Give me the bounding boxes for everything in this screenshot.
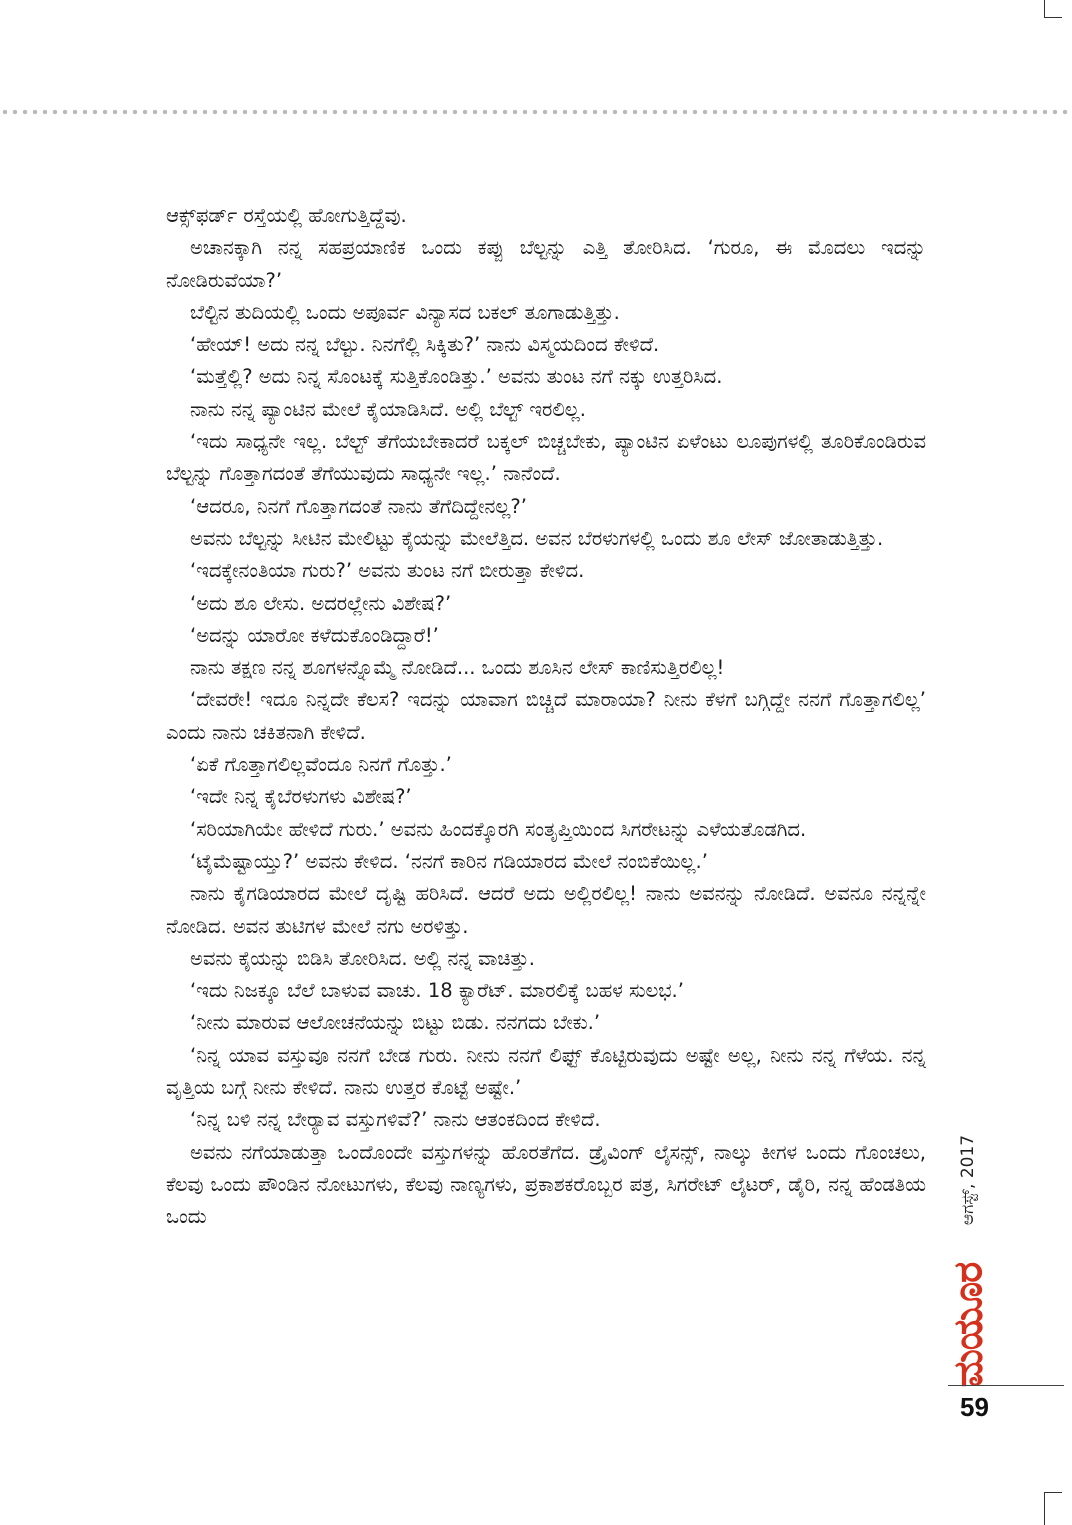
article-paragraph: ಅಚಾನಕ್ಕಾಗಿ ನನ್ನ ಸಹಪ್ರಯಾಣಿಕ ಒಂದು ಕಪ್ಪು ಬೆಲ್ಟನ್ನು ಎತ್ತಿ ತೋರಿಸಿದ. ‘ಗುರೂ, ಈ ಮೊದಲು ಇದನ್ನು ನೋಡಿರುವೆಯಾ?’: [166, 236, 926, 292]
article-paragraph: ಬೆಲ್ಟಿನ ತುದಿಯಲ್ಲಿ ಒಂದು ಅಪೂರ್ವ ವಿನ್ಯಾಸದ ಬಕಲ್ ತೂಗಾಡುತ್ತಿತ್ತು.: [190, 300, 620, 324]
article-paragraph: ‘ಅದನ್ನು ಯಾರೋ ಕಳೆದುಕೊಂಡಿದ್ದಾರೆ!’: [190, 623, 439, 647]
article-paragraph: ಅವನು ನಗೆಯಾಡುತ್ತಾ ಒಂದೊಂದೇ ವಸ್ತುಗಳನ್ನು ಹೊರತೆಗೆದ. ಡ್ರೈವಿಂಗ್ ಲೈಸನ್ಸ್, ನಾಲ್ಕು ಕೀಗಳ ಒಂದು ಗೊಂಚಲು, ಕೆಲವು ಒಂದು ಪೌಂಡಿನ ನೋಟುಗಳು, ಕೆಲವು ನಾಣ್ಯಗಳು, ಪ್ರಕಾಶಕರೊಬ್ಬರ ಪತ್ರ, ಸಿಗರೇಟ್ ಲೈಟರ್, ಡೈರಿ, ನನ್ನ ಹೆಂಡತಿಯ ಒಂದು: [166, 1140, 926, 1229]
magazine-logo-text: ಮಯೂರ: [945, 1262, 991, 1388]
page-sidebar: [945, 1105, 1028, 1388]
article-paragraph: ‘ಇದಕ್ಕೇನಂತಿಯಾ ಗುರು?’ ಅವನು ತುಂಟ ನಗೆ ಬೀರುತ್ತಾ ಕೇಳಿದ.: [190, 559, 585, 583]
article-paragraph: ‘ಆದರೂ, ನಿನಗೆ ಗೊತ್ತಾಗದಂತೆ ನಾನು ತೆಗೆದಿದ್ದೇನಲ್ಲ?’: [190, 494, 527, 518]
article-paragraph: ‘ಅದು ಶೂ ಲೇಸು. ಅದರಲ್ಲೇನು ವಿಶೇಷ?’: [190, 591, 452, 615]
issue-date-text: ಆಗಸ್ಟ್, 2017: [958, 1134, 978, 1226]
article-paragraph: ಅವನು ಬೆಲ್ಟನ್ನು ಸೀಟಿನ ಮೇಲಿಟ್ಟು ಕೈಯನ್ನು ಮೇಲೆತ್ತಿದ. ಅವನ ಬೆರಳುಗಳಲ್ಲಿ ಒಂದು ಶೂ ಲೇಸ್ ಜೋತಾಡುತ್ತಿತ್ತು.: [190, 526, 884, 550]
article-paragraph: ‘ದೇವರೇ! ಇದೂ ನಿನ್ನದೇ ಕೆಲಸ? ಇದನ್ನು ಯಾವಾಗ ಬಿಚ್ಚಿದೆ ಮಾರಾಯಾ? ನೀನು ಕೆಳಗೆ ಬಗ್ಗಿದ್ದೇ ನನಗೆ ಗೊತ್ತಾಗಲಿಲ್ಲ’ ಎಂದು ನಾನು ಚಕಿತನಾಗಿ ಕೇಳಿದೆ.: [166, 688, 926, 744]
article-paragraph: ನಾನು ತಕ್ಷಣ ನನ್ನ ಶೂಗಳನ್ನೊಮ್ಮೆ ನೋಡಿದೆ... ಒಂದು ಶೂಸಿನ ಲೇಸ್ ಕಾಣಿಸುತ್ತಿರಲಿಲ್ಲ!: [190, 656, 725, 680]
crop-mark-top: [1044, 0, 1062, 18]
article-paragraph: ‘ನೀನು ಮಾರುವ ಆಲೋಚನೆಯನ್ನು ಬಿಟ್ಟು ಬಿಡು. ನನಗದು ಬೇಕು.’: [190, 1011, 601, 1035]
article-paragraph: ‘ಹೇಯ್! ಅದು ನನ್ನ ಬೆಲ್ಟು. ನಿನಗೆಲ್ಲಿ ಸಿಕ್ಕಿತು?’ ನಾನು ವಿಸ್ಮಯದಿಂದ ಕೇಳಿದೆ.: [190, 333, 660, 357]
article-paragraph: ನಾನು ನನ್ನ ಪ್ಯಾಂಟಿನ ಮೇಲೆ ಕೈಯಾಡಿಸಿದೆ. ಅಲ್ಲಿ ಬೆಲ್ಟ್ ಇರಲಿಲ್ಲ.: [190, 397, 586, 421]
article-paragraph: ‘ಮತ್ತೆಲ್ಲಿ? ಅದು ನಿನ್ನ ಸೊಂಟಕ್ಕೆ ಸುತ್ತಿಕೊಂಡಿತ್ತು.’ ಅವನು ತುಂಟ ನಗೆ ನಕ್ಕು ಉತ್ತರಿಸಿದ.: [190, 365, 723, 389]
article-paragraph: ಆಕ್ಸ್‌ಫರ್ಡ್‌ ರಸ್ತೆಯಲ್ಲಿ ಹೋಗುತ್ತಿದ್ದೆವು.: [166, 204, 407, 227]
article-paragraph: ಅವನು ಕೈಯನ್ನು ಬಿಡಿಸಿ ತೋರಿಸಿದ. ಅಲ್ಲಿ ನನ್ನ ವಾಚಿತ್ತು.: [190, 946, 535, 970]
magazine-logo: [945, 1262, 991, 1388]
article-paragraph: ನಾನು ಕೈಗಡಿಯಾರದ ಮೇಲೆ ದೃಷ್ಟಿ ಹರಿಸಿದೆ. ಆದರೆ ಅದು ಅಲ್ಲಿರಲಿಲ್ಲ! ನಾನು ಅವನನ್ನು ನೋಡಿದೆ. ಅವನೂ ನನ್ನನ್ನೇ ನೋಡಿದ. ಅವನ ತುಟಿಗಳ ಮೇಲೆ ನಗು ಅರಳಿತ್ತು.: [166, 882, 926, 938]
article-paragraph: ‘ಇದು ಸಾಧ್ಯನೇ ಇಲ್ಲ. ಬೆಲ್ಟ್ ತೆಗೆಯಬೇಕಾದರೆ ಬಕ್ಕಲ್ ಬಿಚ್ಚಬೇಕು, ಪ್ಯಾಂಟಿನ ಏಳೆಂಟು ಲೂಪುಗಳಲ್ಲಿ ತೂರಿಕೊಂಡಿರುವ ಬೆಲ್ಟನ್ನು ಗೊತ್ತಾಗದಂತೆ ತೆಗೆಯುವುದು ಸಾಧ್ಯನೇ ಇಲ್ಲ.’ ನಾನೆಂದೆ.: [166, 430, 926, 486]
article-paragraph: ‘ಇದು ನಿಜಕ್ಕೂ ಬೆಲೆ ಬಾಳುವ ವಾಚು. 18 ಕ್ಯಾರೆಟ್. ಮಾರಲಿಕ್ಕೆ ಬಹಳ ಸುಲಭ.’: [190, 979, 684, 1003]
crop-mark-bottom: [1044, 1492, 1062, 1525]
page-number-rule: [948, 1385, 1064, 1386]
article-paragraph: ‘ಇದೇ ನಿನ್ನ ಕೈಬೆರಳುಗಳು ವಿಶೇಷ?’: [190, 785, 412, 809]
dotted-divider: [0, 109, 1072, 115]
article-paragraph: ‘ನಿನ್ನ ಯಾವ ವಸ್ತುವೂ ನನಗೆ ಬೇಡ ಗುರು. ನೀನು ನನಗೆ ಲಿಫ್ಟ್ ಕೊಟ್ಟಿರುವುದು ಅಷ್ಟೇ ಅಲ್ಲ, ನೀನು ನನ್ನ ಗೆಳೆಯ. ನನ್ನ ವೃತ್ತಿಯ ಬಗ್ಗೆ ನೀನು ಕೇಳಿದೆ. ನಾನು ಉತ್ತರ ಕೊಟ್ಟೆ ಅಷ್ಟೇ.’: [166, 1043, 926, 1100]
article-paragraph: ‘ಏಕೆ ಗೊತ್ತಾಗಲಿಲ್ಲವೆಂದೂ ನಿನಗೆ ಗೊತ್ತು.’: [190, 753, 452, 777]
article-paragraph: ‘ಟೈಮೆಷ್ಟಾಯ್ತು?’ ಅವನು ಕೇಳಿದ. ‘ನನಗೆ ಕಾರಿನ ಗಡಿಯಾರದ ಮೇಲೆ ನಂಬಿಕೆಯಿಲ್ಲ.’: [190, 849, 708, 873]
article-paragraph: ‘ನಿನ್ನ ಬಳಿ ನನ್ನ ಬೇರ್‍ಯಾವ ವಸ್ತುಗಳಿವೆ?’ ನಾನು ಆತಂಕದಿಂದ ಕೇಳಿದೆ.: [190, 1108, 601, 1132]
issue-date: [948, 1105, 988, 1255]
page-number: 59: [960, 1392, 989, 1422]
article-body: [166, 200, 926, 1234]
article-paragraph: ‘ಸರಿಯಾಗಿಯೇ ಹೇಳಿದೆ ಗುರು.’ ಅವನು ಹಿಂದಕ್ಕೊರಗಿ ಸಂತೃಪ್ತಿಯಿಂದ ಸಿಗರೇಟನ್ನು ಎಳೆಯತೊಡಗಿದ.: [190, 817, 807, 841]
